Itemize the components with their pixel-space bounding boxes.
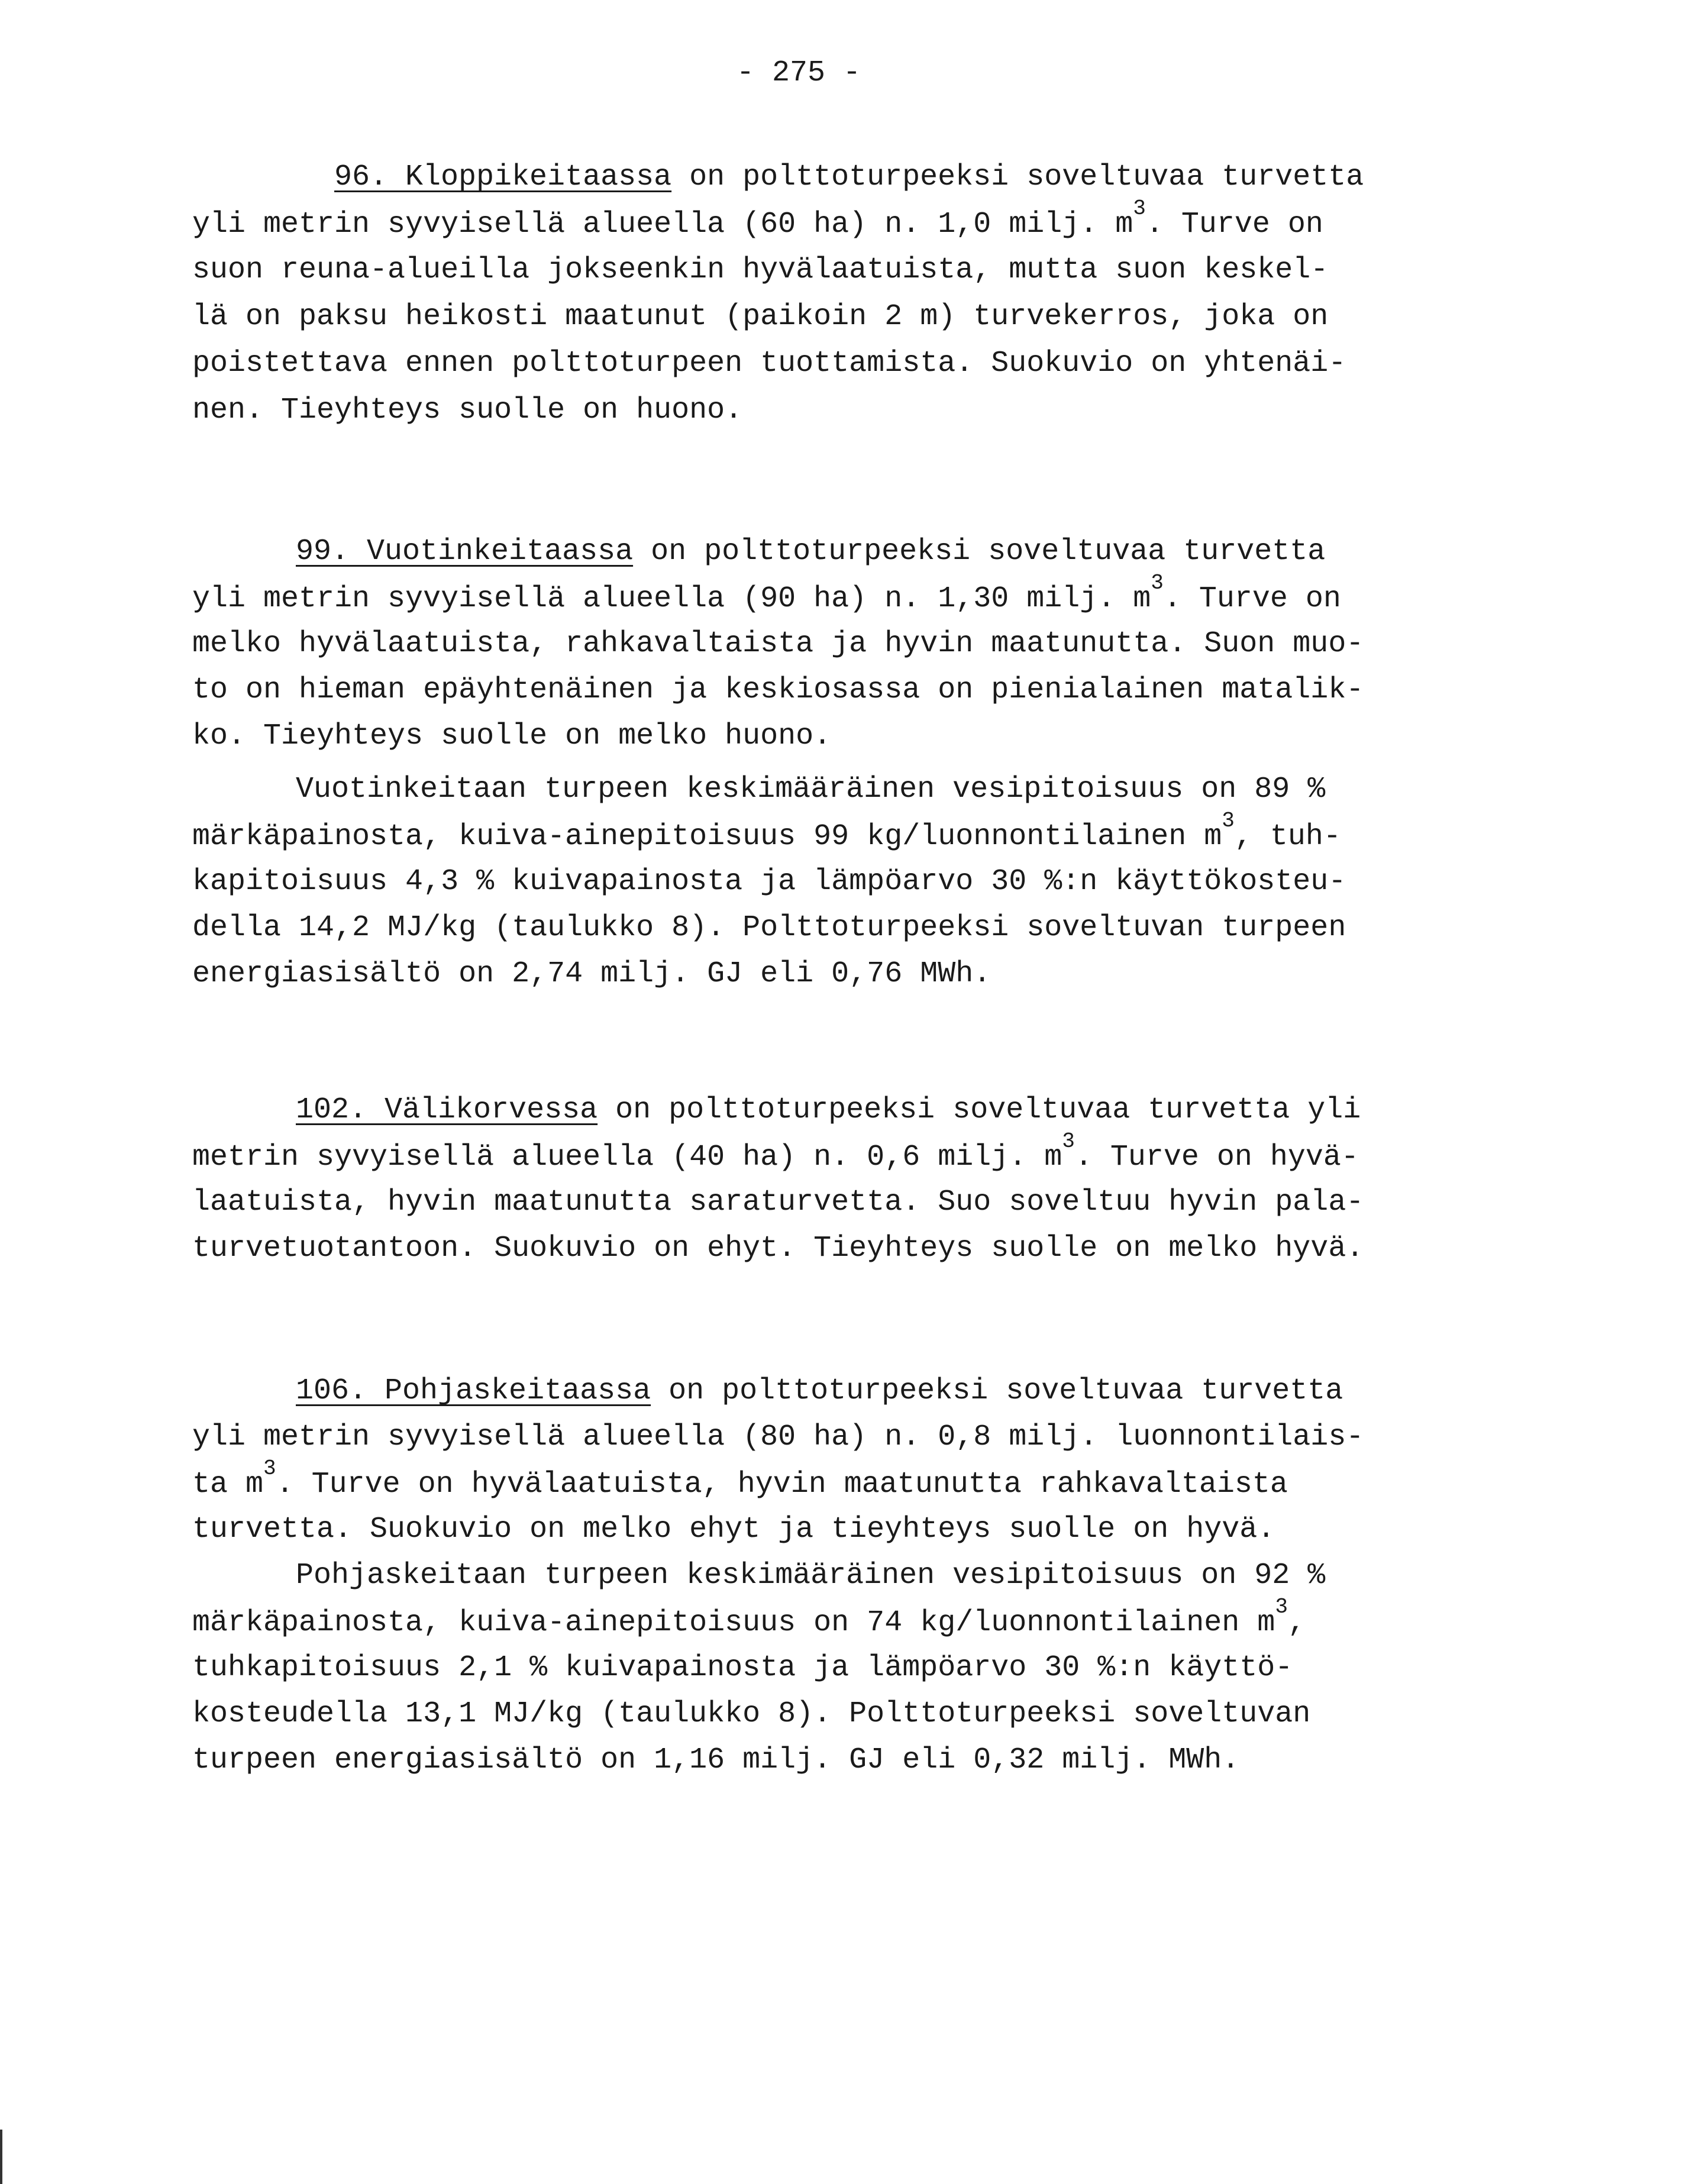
- paragraph-line: [192, 1697, 1311, 1731]
- line-text: , tuh-: [1234, 820, 1341, 854]
- paragraph-line: [296, 1561, 1325, 1591]
- paragraph-line: [296, 1374, 1343, 1408]
- paragraph-line: [192, 809, 1341, 854]
- line-text: Pohjaskeitaan turpeen keskimääräinen vesipitoisuus on 92 %: [296, 1559, 1326, 1592]
- paragraph-line: [192, 302, 1328, 332]
- section-heading: 102. Välikorvessa: [296, 1093, 598, 1127]
- paragraph-line: [192, 1129, 1359, 1174]
- line-text: . Turve on hyvälaatuista, hyvin maatunutta rahkavaltaista: [276, 1468, 1288, 1501]
- line-text: suon reuna-alueilla jokseenkin hyvälaatuista, mutta suon keskel-: [192, 253, 1329, 287]
- line-text: poistettava ennen polttoturpeen tuottamista. Suokuvio on yhtenäi-: [192, 347, 1346, 380]
- line-text: turvetuotantoon. Suokuvio on ehyt. Tieyhteys suolle on melko hyvä.: [192, 1232, 1364, 1265]
- superscript: 3: [263, 1456, 276, 1481]
- line-text: ta m: [192, 1468, 264, 1501]
- superscript: 3: [1275, 1595, 1288, 1619]
- paragraph-line: [192, 571, 1341, 616]
- line-text: märkäpainosta, kuiva-ainepitoisuus 99 kg/luonnontilainen m: [192, 820, 1222, 854]
- line-text: ko. Tieyhteys suolle on melko huono.: [192, 719, 832, 753]
- line-text: yli metrin syvyisellä alueella (60 ha) n. 1,0 milj. m: [192, 208, 1133, 241]
- line-text: . Turve on: [1163, 582, 1341, 616]
- line-text: tuhkapitoisuus 2,1 % kuivapainosta ja lämpöarvo 30 %:n käyttö-: [192, 1651, 1293, 1685]
- paragraph-line: [192, 1420, 1364, 1454]
- line-text: kosteudella 13,1 MJ/kg (taulukko 8). Polttoturpeeksi soveltuvan: [192, 1697, 1311, 1731]
- line-text: . Turve on: [1145, 208, 1323, 241]
- line-text: della 14,2 MJ/kg (taulukko 8). Polttoturpeeksi soveltuvan turpeen: [192, 911, 1346, 945]
- line-text: on polttoturpeeksi soveltuvaa turvetta: [633, 535, 1326, 568]
- line-text: on polttoturpeeksi soveltuvaa turvetta: [671, 160, 1364, 194]
- line-text: turvetta. Suokuvio on melko ehyt ja tieyhteys suolle on hyvä.: [192, 1513, 1275, 1546]
- line-text: metrin syvyisellä alueella (40 ha) n. 0,6 milj. m: [192, 1141, 1062, 1174]
- paragraph-line: [192, 1185, 1364, 1219]
- paragraph-line: [192, 867, 1346, 897]
- line-text: laatuista, hyvin maatunutta saraturvetta. Suo soveltuu hyvin pala-: [192, 1185, 1364, 1219]
- line-text: energiasisältö on 2,74 milj. GJ eli 0,76 MWh.: [192, 957, 991, 991]
- line-text: märkäpainosta, kuiva-ainepitoisuus on 74 kg/luonnontilainen m: [192, 1606, 1275, 1640]
- paragraph-line: [192, 1234, 1364, 1264]
- superscript: 3: [1222, 809, 1235, 833]
- line-text: lä on paksu heikosti maatunut (paikoin 2 m) turvekerros, joka on: [192, 300, 1329, 334]
- scan-edge-mark: [0, 2130, 2, 2184]
- paragraph-line: [192, 913, 1346, 943]
- line-text: nen. Tieyhteys suolle on huono.: [192, 393, 743, 427]
- paragraph-line: [192, 1743, 1240, 1777]
- paragraph-line: [192, 959, 991, 989]
- line-text: on polttoturpeeksi soveltuvaa turvetta yli: [597, 1093, 1361, 1127]
- paragraph-line: [192, 253, 1329, 287]
- paragraph-line: [296, 537, 1325, 567]
- paragraph-line: [192, 1653, 1293, 1683]
- line-text: melko hyvälaatuista, rahkavaltaista ja hyvin maatunutta. Suon muo-: [192, 627, 1364, 661]
- line-text: yli metrin syvyisellä alueella (80 ha) n. 0,8 milj. luonnontilais-: [192, 1420, 1364, 1454]
- paragraph-line: [192, 1595, 1306, 1640]
- paragraph-line: [192, 719, 832, 753]
- paragraph-line: [192, 673, 1364, 707]
- line-text: ,: [1287, 1606, 1306, 1640]
- line-text: . Turve on hyvä-: [1074, 1141, 1359, 1174]
- paragraph-line: [192, 349, 1346, 379]
- paragraph-line: [296, 775, 1325, 805]
- paragraph-line: [192, 629, 1364, 659]
- superscript: 3: [1151, 571, 1164, 595]
- paragraph-line: [192, 1456, 1288, 1501]
- paragraph-line: [192, 1515, 1275, 1545]
- superscript: 3: [1062, 1129, 1075, 1154]
- line-text: to on hieman epäyhtenäinen ja keskiosassa on pienialainen matalik-: [192, 673, 1364, 707]
- paragraph-line: [192, 196, 1323, 241]
- section-heading: 96. Kloppikeitaassa: [334, 160, 672, 194]
- page-number: - 275 -: [737, 56, 861, 90]
- paragraph-line: [192, 393, 743, 427]
- paragraph-line: [296, 1093, 1361, 1127]
- section-heading: 99. Vuotinkeitaassa: [296, 535, 634, 568]
- line-text: on polttoturpeeksi soveltuvaa turvetta: [651, 1374, 1343, 1408]
- line-text: Vuotinkeitaan turpeen keskimääräinen vesipitoisuus on 89 %: [296, 773, 1326, 806]
- paragraph-line: [334, 160, 1364, 194]
- line-text: turpeen energiasisältö on 1,16 milj. GJ eli 0,32 milj. MWh.: [192, 1743, 1240, 1777]
- section-heading: 106. Pohjaskeitaassa: [296, 1374, 651, 1408]
- line-text: yli metrin syvyisellä alueella (90 ha) n. 1,30 milj. m: [192, 582, 1151, 616]
- superscript: 3: [1133, 196, 1146, 221]
- line-text: kapitoisuus 4,3 % kuivapainosta ja lämpöarvo 30 %:n käyttökosteu-: [192, 865, 1346, 899]
